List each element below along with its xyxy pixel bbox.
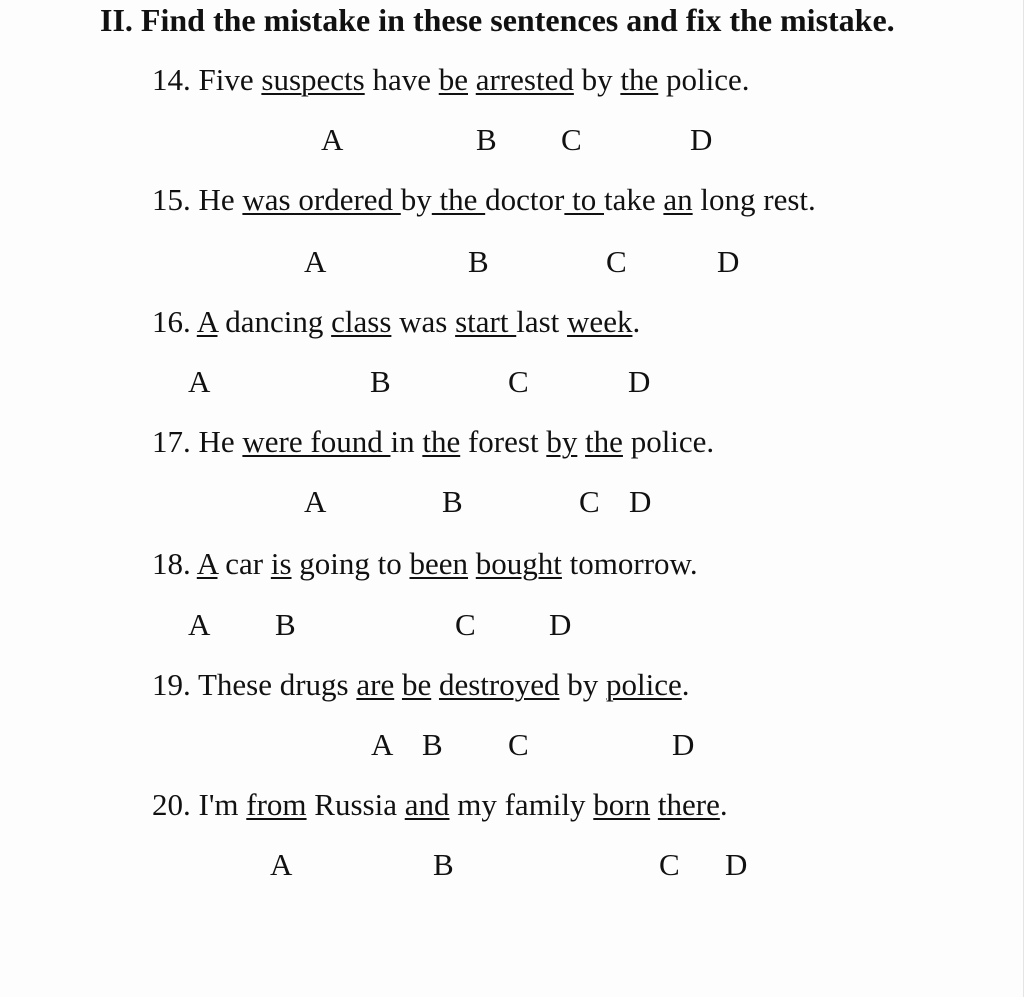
option-letter-b: B	[442, 484, 463, 519]
sentence-part: These drugs	[190, 667, 357, 702]
question-14-sentence	[152, 60, 749, 100]
question-15-sentence	[152, 180, 816, 220]
sentence-part: my family	[449, 787, 594, 822]
sentence-part: car	[217, 546, 271, 581]
question-17-sentence	[152, 422, 714, 462]
sentence-part: He	[190, 182, 243, 217]
option-letter-c: C	[561, 122, 582, 157]
option-a-underlined: A	[196, 546, 218, 581]
question-number: 14.	[152, 62, 191, 97]
sentence-part: long rest.	[692, 182, 816, 217]
option-b-underlined: and	[404, 787, 450, 822]
section-heading: II. Find the mistake in these sentences and fix the mistake.	[100, 2, 895, 38]
option-b-underlined: is	[270, 546, 292, 581]
option-d-underlined: an	[663, 182, 693, 217]
option-d-underlined: bought	[475, 546, 562, 581]
option-letter-a: A	[371, 727, 394, 762]
option-letter-c: C	[455, 607, 476, 642]
sentence-part: by	[559, 667, 606, 702]
sentence-part: police.	[622, 424, 715, 459]
question-18-sentence	[152, 544, 698, 584]
sentence-part	[468, 546, 476, 581]
sentence-part: have	[364, 62, 439, 97]
option-letter-d: D	[628, 364, 651, 399]
option-c-underlined: to	[564, 182, 604, 217]
sentence-part: Russia	[306, 787, 405, 822]
option-a-underlined: suspects	[261, 62, 365, 97]
sentence-part	[577, 424, 585, 459]
option-a-underlined: from	[246, 787, 307, 822]
option-b-underlined: the	[431, 182, 486, 217]
sentence-part: by	[400, 182, 432, 217]
option-a-underlined: were found	[242, 424, 391, 459]
sentence-part: was	[391, 304, 456, 339]
option-c-underlined: arrested	[475, 62, 574, 97]
sentence-part: .	[681, 667, 690, 702]
option-b-underlined: be	[401, 667, 432, 702]
sentence-part	[468, 62, 476, 97]
sentence-part	[650, 787, 658, 822]
question-number: 17.	[152, 424, 191, 459]
option-b-underlined: class	[331, 304, 392, 339]
sentence-part: by	[573, 62, 621, 97]
question-number: 20.	[152, 787, 191, 822]
sentence-part: I'm	[190, 787, 247, 822]
option-letter-b: B	[422, 727, 443, 762]
option-d-underlined: the	[620, 62, 659, 97]
option-letter-d: D	[629, 484, 652, 519]
option-letter-c: C	[508, 727, 529, 762]
option-letter-c: C	[659, 847, 680, 882]
option-c-underlined: start	[455, 304, 517, 339]
option-letter-c: C	[508, 364, 529, 399]
option-letter-d: D	[690, 122, 713, 157]
option-letter-b: B	[370, 364, 391, 399]
option-d-underlined: the	[585, 424, 623, 459]
option-letter-a: A	[188, 364, 211, 399]
option-letter-d: D	[549, 607, 572, 642]
option-letter-a: A	[270, 847, 293, 882]
option-a-underlined: A	[196, 304, 218, 339]
sentence-part: take	[604, 182, 664, 217]
option-c-underlined: been	[409, 546, 469, 581]
option-c-underlined: destroyed	[438, 667, 560, 702]
question-20-sentence	[152, 785, 728, 825]
sentence-part: .	[632, 304, 641, 339]
question-16-sentence	[152, 302, 640, 342]
sentence-part: police.	[658, 62, 750, 97]
sentence-part: forest	[460, 424, 547, 459]
option-b-underlined: be	[438, 62, 468, 97]
option-d-underlined: week	[567, 304, 633, 339]
sentence-part: in	[390, 424, 423, 459]
option-c-underlined: born	[593, 787, 651, 822]
option-a-underlined: was ordered	[242, 182, 401, 217]
option-letter-a: A	[304, 484, 327, 519]
sentence-part	[431, 667, 439, 702]
option-a-underlined: are	[356, 667, 395, 702]
question-19-sentence	[152, 665, 690, 705]
option-c-underlined: by	[546, 424, 578, 459]
option-letter-b: B	[433, 847, 454, 882]
option-d-underlined: there	[657, 787, 720, 822]
option-letter-a: A	[304, 244, 327, 279]
option-b-underlined: the	[422, 424, 461, 459]
sentence-part	[394, 667, 402, 702]
sentence-part: He	[190, 424, 243, 459]
option-letter-a: A	[321, 122, 344, 157]
sentence-part: Five	[190, 62, 262, 97]
option-letter-d: D	[672, 727, 695, 762]
option-letter-b: B	[476, 122, 497, 157]
option-letter-c: C	[606, 244, 627, 279]
question-number: 15.	[152, 182, 191, 217]
option-letter-d: D	[717, 244, 740, 279]
option-d-underlined: police	[606, 667, 682, 702]
sentence-part: going to	[291, 546, 410, 581]
sentence-part: tomorrow.	[561, 546, 698, 581]
option-letter-c: C	[579, 484, 600, 519]
sentence-part: dancing	[217, 304, 332, 339]
question-number: 18.	[152, 546, 191, 581]
option-letter-b: B	[275, 607, 296, 642]
sentence-part: last	[516, 304, 568, 339]
question-number: 16.	[152, 304, 191, 339]
question-number: 19.	[152, 667, 191, 702]
option-letter-a: A	[188, 607, 211, 642]
sentence-part: .	[719, 787, 728, 822]
option-letter-b: B	[468, 244, 489, 279]
sentence-part: doctor	[485, 182, 565, 217]
option-letter-d: D	[725, 847, 748, 882]
